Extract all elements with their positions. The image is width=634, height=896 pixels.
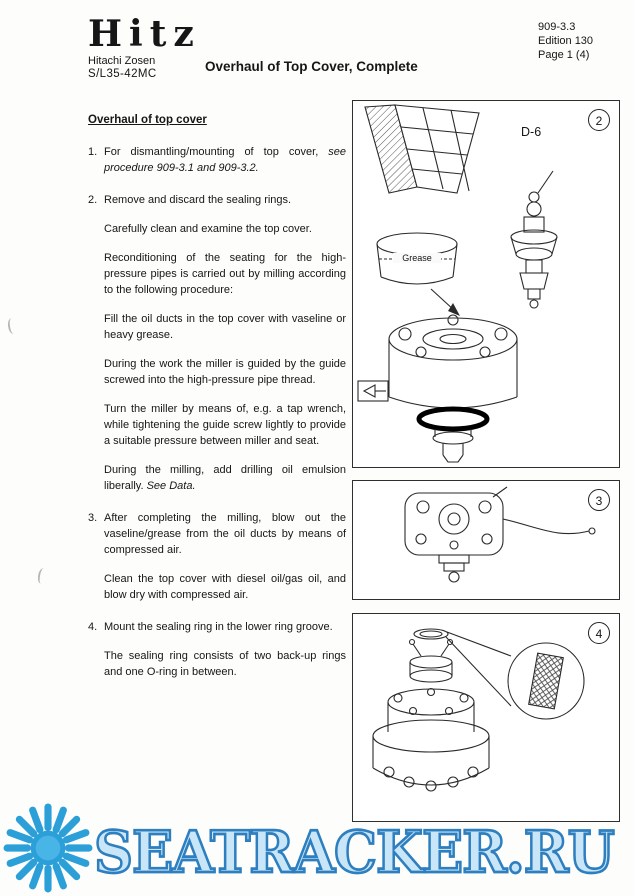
figure-2-frame	[352, 100, 620, 468]
paragraph: Fill the oil ducts in the top cover with vaseline or heavy grease.	[104, 313, 346, 341]
company-name: Hitachi Zosen	[88, 54, 156, 67]
step-body	[104, 619, 346, 680]
grease-can-label: Grease	[393, 253, 441, 263]
step-2	[88, 192, 346, 494]
doc-reference-block	[538, 20, 593, 62]
figure-4-number-badge: 4	[588, 622, 610, 644]
step-number: 1.	[88, 146, 98, 158]
paragraph: Mount the sealing ring in the lower ring groove.	[104, 621, 333, 633]
paragraph: Carefully clean and examine the top cover.	[104, 223, 312, 235]
figure-2-drawing	[353, 101, 618, 465]
step-number: 3.	[88, 512, 98, 524]
figure-3-frame	[352, 480, 620, 600]
step-4	[88, 619, 346, 680]
page-title: Overhaul of Top Cover, Complete	[205, 59, 418, 74]
engine-model: S/L35-42MC	[88, 67, 157, 80]
doc-ref-number: 909-3.3	[538, 21, 576, 33]
figure-3-number-badge: 3	[588, 489, 610, 511]
watermark	[0, 798, 634, 894]
brand-logo: Hitz	[88, 13, 201, 55]
step-body	[104, 144, 346, 176]
scan-artifact	[37, 567, 49, 584]
paragraph: For dismantling/mounting of top cover, see procedure 909-3.1 and 909-3.2.	[104, 146, 346, 174]
paragraph: During the milling, add drilling oil emulsion liberally. See Data.	[104, 464, 346, 492]
sun-icon	[2, 802, 94, 894]
figure-2-number-badge: 2	[588, 109, 610, 131]
procedure-text-column	[88, 112, 346, 696]
scan-artifact	[7, 317, 18, 334]
step-number: 4.	[88, 621, 98, 633]
doc-page-number: Page 1 (4)	[538, 49, 590, 61]
figure-4-frame	[352, 613, 620, 822]
section-heading: Overhaul of top cover	[88, 114, 207, 126]
step-3	[88, 510, 346, 603]
paragraph: After completing the milling, blow out the vaseline/grease from the oil ducts by means of compressed air.	[104, 512, 346, 556]
paragraph: Remove and discard the sealing rings.	[104, 194, 292, 206]
header-logo-block	[88, 13, 201, 80]
figure-3-drawing	[353, 481, 618, 598]
paragraph: The sealing ring consists of two back-up rings and one O-ring in between.	[104, 650, 346, 678]
step-body	[104, 510, 346, 603]
watermark-text: SEATRACKER.RU	[94, 818, 614, 886]
paragraph: During the work the miller is guided by the guide screwed into the high-pressure pipe thread.	[104, 358, 346, 386]
paragraph: Clean the top cover with diesel oil/gas oil, and blow dry with compressed air.	[104, 573, 346, 601]
doc-edition: Edition 130	[538, 35, 594, 47]
step-number: 2.	[88, 194, 98, 206]
figure-4-drawing	[353, 614, 618, 820]
step-1	[88, 144, 346, 176]
paragraph: Reconditioning of the seating for the high-pressure pipes is carried out by milling according to the following procedure:	[104, 252, 346, 296]
step-body	[104, 192, 346, 494]
figure-2-location-label: D-6	[521, 125, 542, 139]
paragraph: Turn the miller by means of, e.g. a tap wrench, while tightening the guide screw lightly to provide a suitable pressure between miller and seat.	[104, 403, 346, 447]
